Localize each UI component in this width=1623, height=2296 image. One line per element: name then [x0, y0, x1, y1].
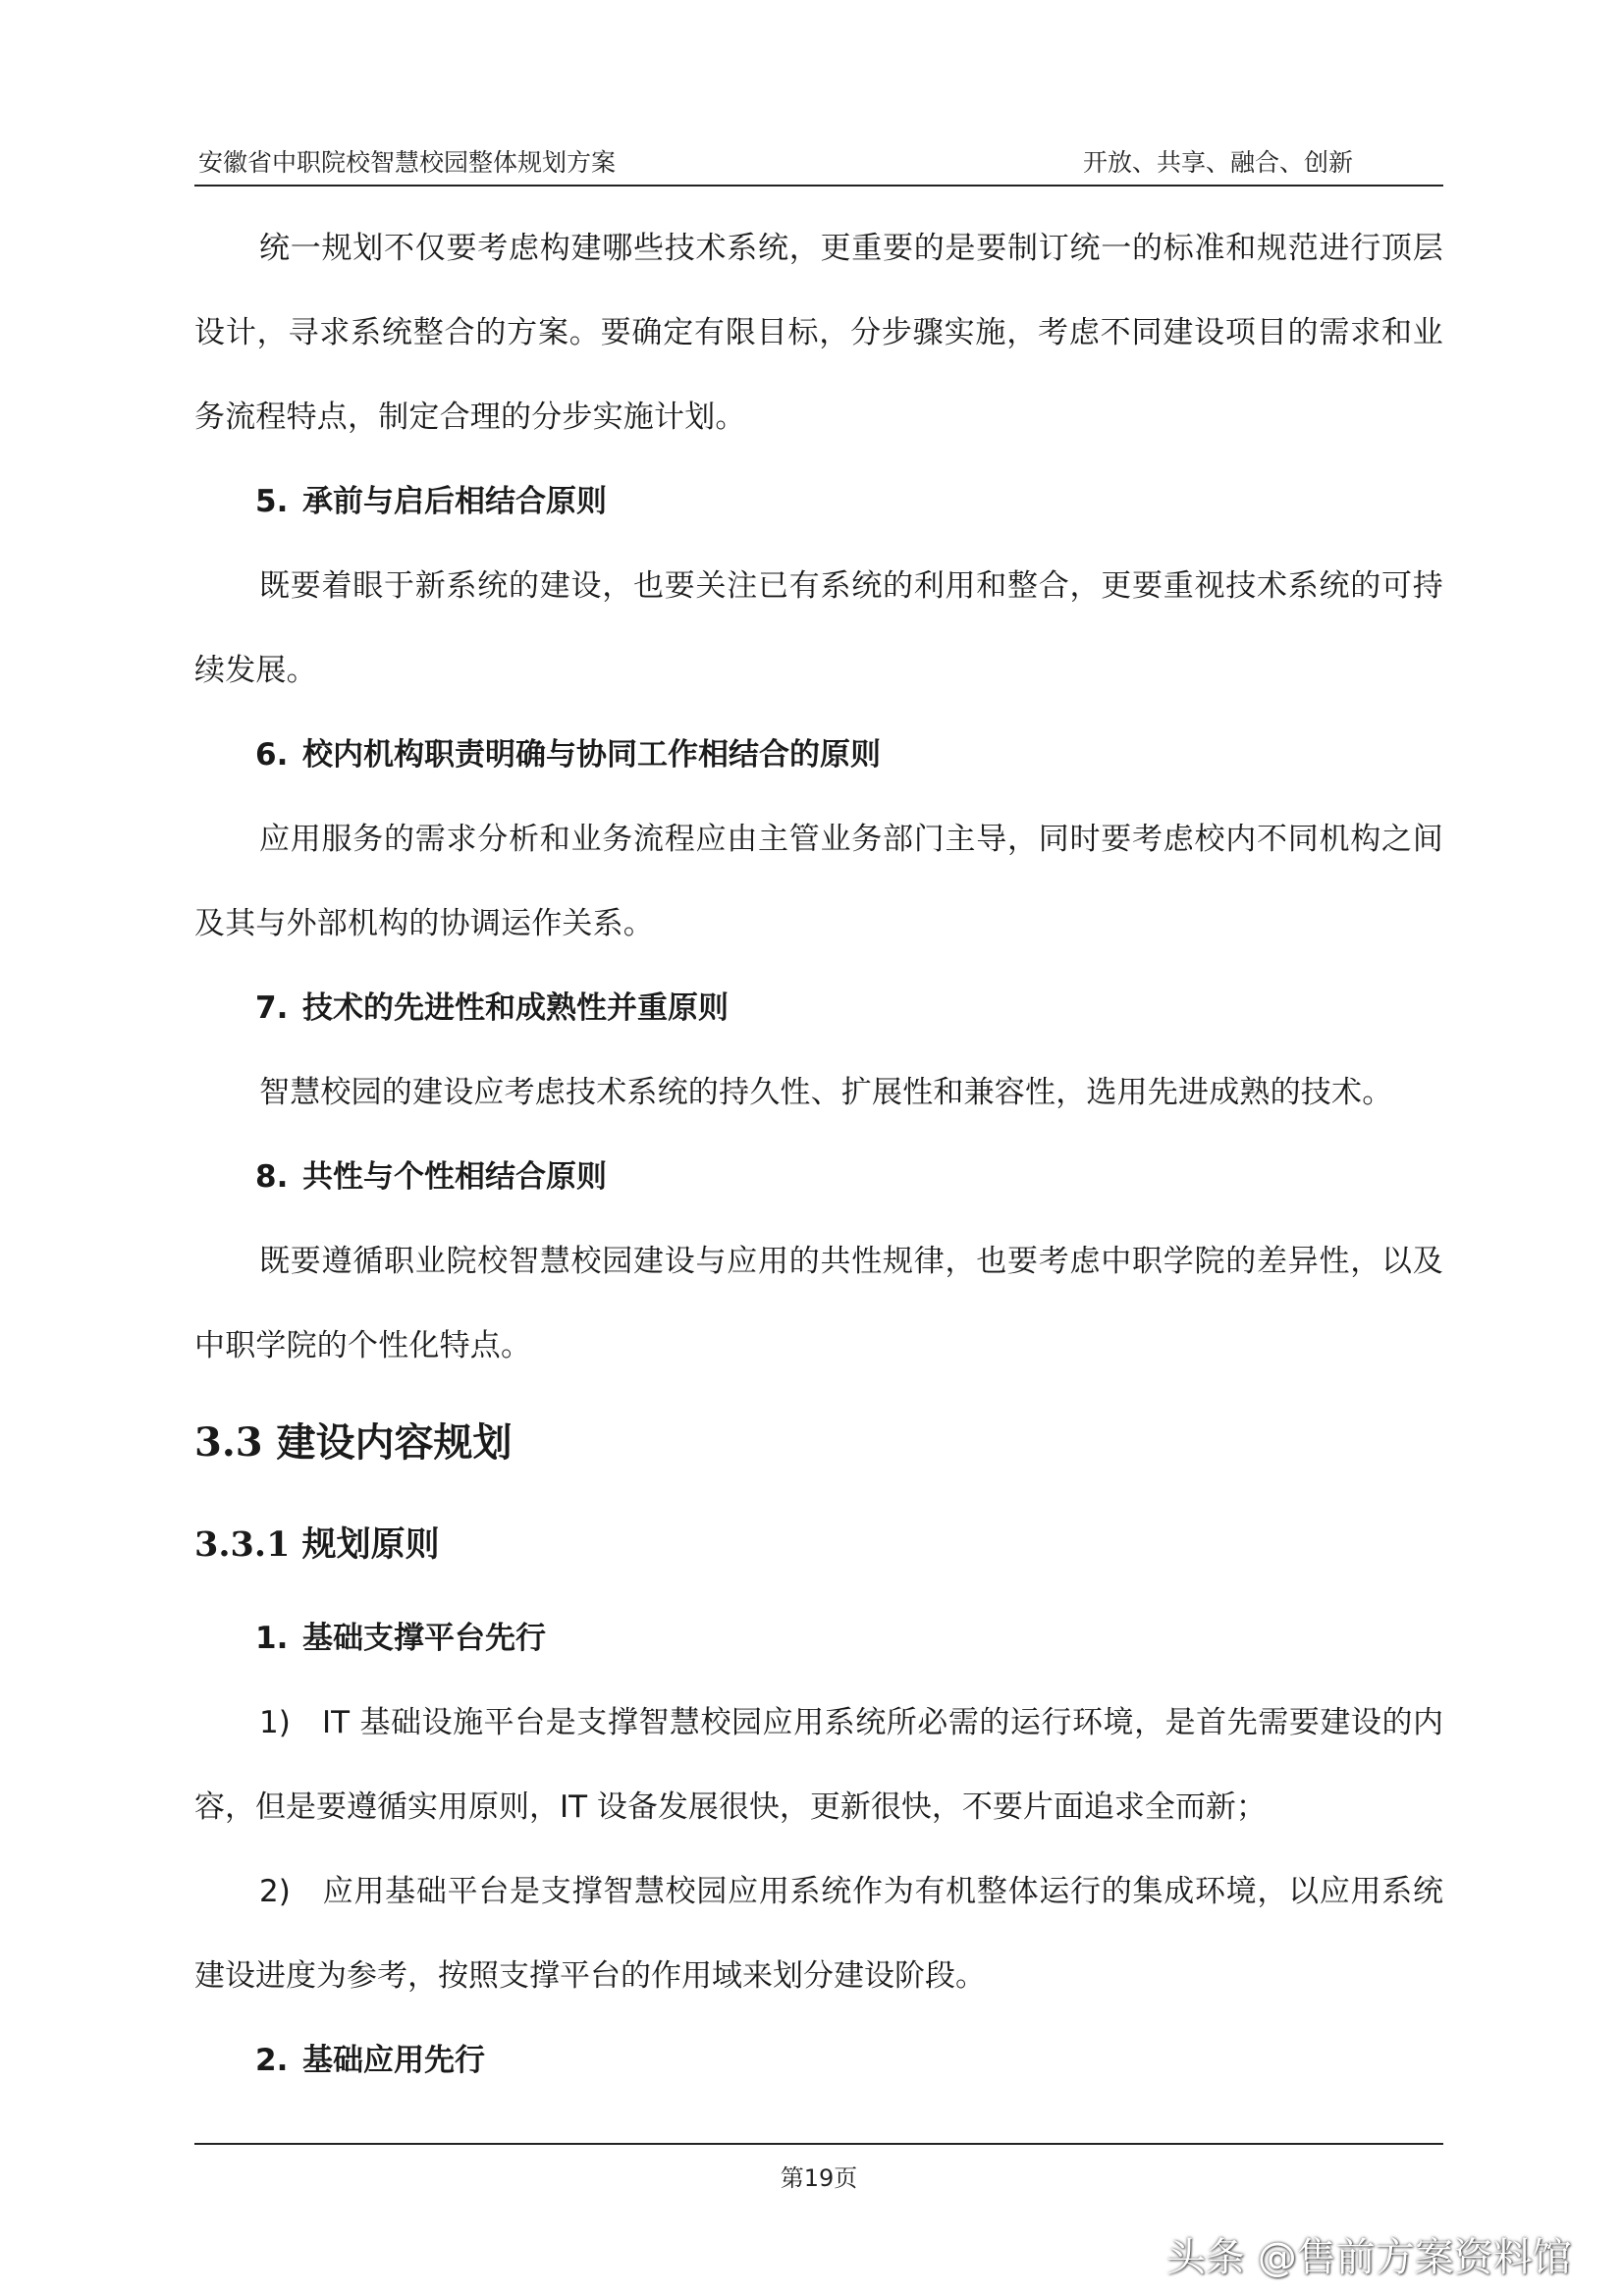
- heading-number: 1.: [255, 1621, 289, 1656]
- planning-heading-2: [194, 2018, 1443, 2103]
- paragraph: 应用服务的需求分析和业务流程应由主管业务部门主导，同时要考虑校内不同机构之间及其与外部机构的协调运作关系。: [194, 822, 1443, 941]
- page-header: [194, 137, 1443, 187]
- principle-heading-5: [194, 459, 1443, 544]
- heading-text: 基础支撑平台先行: [302, 1621, 546, 1656]
- paragraph: 智慧校园的建设应考虑技术系统的持久性、扩展性和兼容性，选用先进成熟的技术。: [259, 1075, 1393, 1110]
- sub-item-1: [194, 1681, 1443, 1849]
- heading-number: 8.: [255, 1159, 289, 1195]
- paragraph: 既要着眼于新系统的建设，也要关注已有系统的利用和整合，更要重视技术系统的可持续发展。: [194, 568, 1443, 688]
- heading-text: 基础应用先行: [302, 2043, 485, 2078]
- sub-item-2: [194, 1849, 1443, 2018]
- sub-item-text: IT 基础设施平台是支撑智慧校园应用系统所必需的运行环境，是首先需要建设的内容，但是要遵循实用原则，IT 设备发展很快，更新很快，不要片面追求全而新；: [194, 1705, 1443, 1825]
- principle-heading-6: [194, 713, 1443, 797]
- principle-heading-7: [194, 966, 1443, 1050]
- planning-heading-1: [194, 1596, 1443, 1681]
- sub-item-text: 应用基础平台是支撑智慧校园应用系统作为有机整体运行的集成环境，以应用系统建设进度为参考，按照支撑平台的作用域来划分建设阶段。: [194, 1874, 1443, 1994]
- page-footer: [194, 2143, 1443, 2193]
- principle-heading-8: [194, 1135, 1443, 1219]
- watermark: 头条 @售前方案资料馆: [1166, 2235, 1572, 2280]
- heading-text: 承前与启后相结合原则: [302, 484, 607, 519]
- document-body: [194, 206, 1443, 2103]
- heading-number: 2.: [255, 2043, 289, 2078]
- heading-text: 校内机构职责明确与协同工作相结合的原则: [302, 737, 881, 773]
- paragraph: 既要遵循职业院校智慧校园建设与应用的共性规律，也要考虑中职学院的差异性，以及中职学院的个性化特点。: [194, 1244, 1443, 1363]
- heading-text: 技术的先进性和成熟性并重原则: [302, 990, 729, 1026]
- heading-number: 5.: [255, 484, 289, 519]
- paragraph: 统一规划不仅要考虑构建哪些技术系统，更重要的是要制订统一的标准和规范进行顶层设计，寻求系统整合的方案。要确定有限目标，分步骤实施，考虑不同建设项目的需求和业务流程特点，制定合理的分步实施计划。: [194, 231, 1443, 435]
- heading-number: 6.: [255, 737, 289, 773]
- heading-text: 共性与个性相结合原则: [302, 1159, 607, 1195]
- heading-number: 7.: [255, 990, 289, 1026]
- sub-item-marker: 2): [259, 1874, 291, 1909]
- header-slogan: 开放、共享、融合、创新: [1083, 148, 1354, 177]
- page-number: 第19页: [780, 2164, 858, 2192]
- header-document-title: 安徽省中职院校智慧校园整体规划方案: [198, 148, 617, 177]
- section-heading: 3.3 建设内容规划: [194, 1419, 513, 1466]
- subsection-heading: 3.3.1 规划原则: [194, 1524, 440, 1565]
- sub-item-marker: 1): [259, 1705, 291, 1740]
